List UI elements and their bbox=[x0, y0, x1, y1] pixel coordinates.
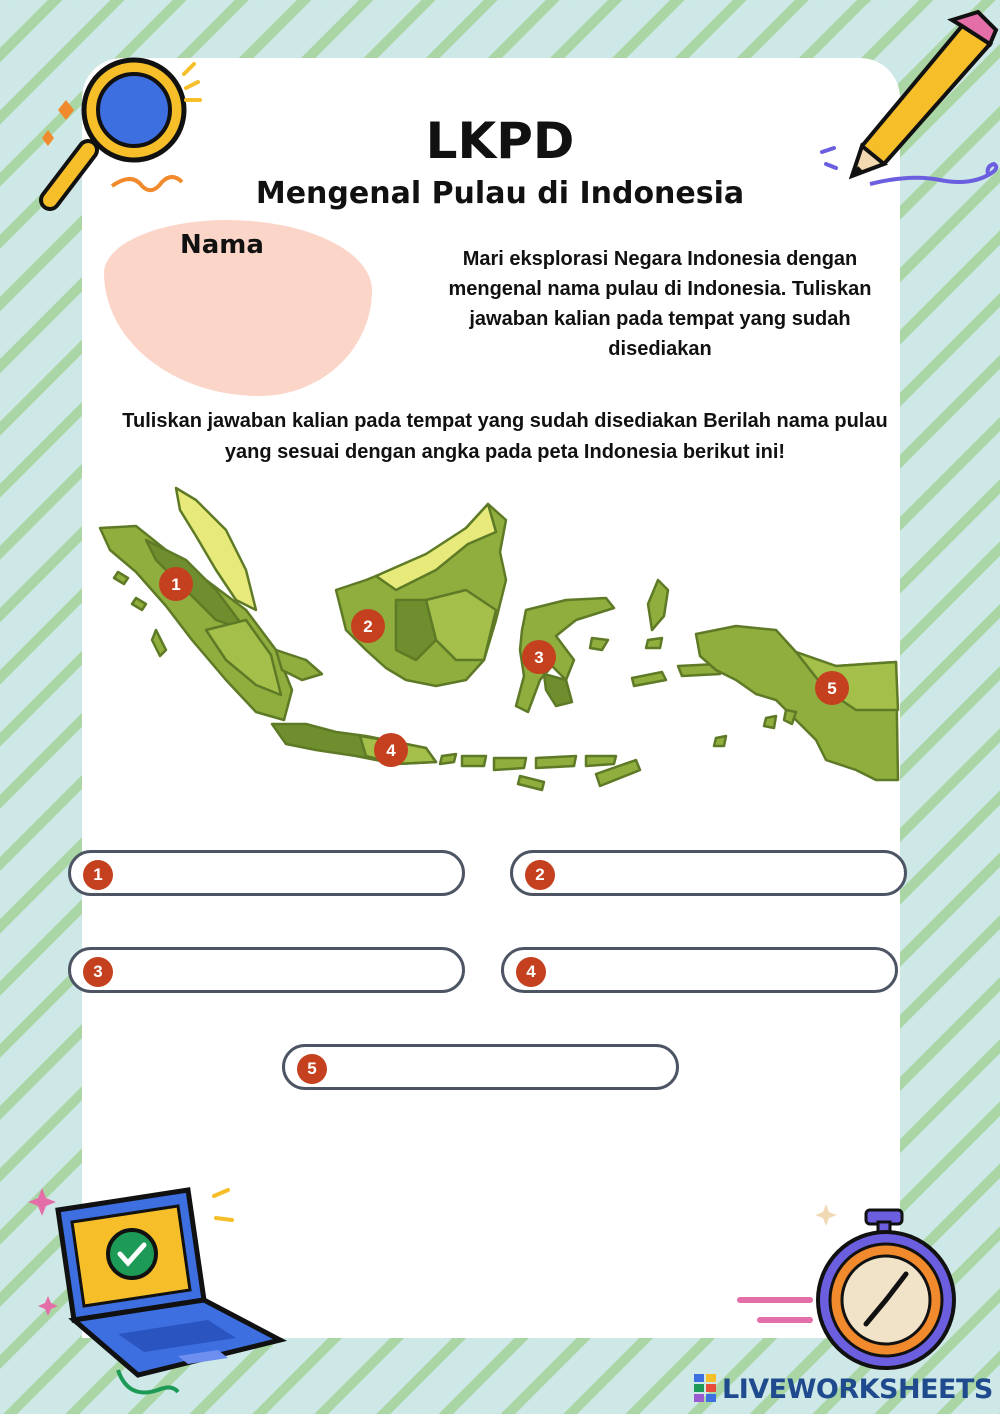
map-marker-label: 3 bbox=[534, 648, 544, 667]
instruction-text: Tuliskan jawaban kalian pada tempat yang sudah disediakan Berilah nama pulau yang sesuai dengan angka pada peta Indonesia berikut ini! bbox=[122, 410, 888, 463]
answer-number-badge: 4 bbox=[516, 957, 546, 987]
answer-input-4[interactable] bbox=[558, 956, 877, 988]
map-marker-3 bbox=[522, 640, 556, 674]
map-marker-5 bbox=[815, 671, 849, 705]
answer-number-badge: 1 bbox=[83, 860, 113, 890]
map-marker-4 bbox=[374, 733, 408, 767]
stopwatch-icon bbox=[730, 1196, 970, 1376]
map-marker-1 bbox=[159, 567, 193, 601]
island-maluku bbox=[648, 580, 668, 630]
map-marker-label: 4 bbox=[386, 741, 396, 760]
answer-field-4[interactable] bbox=[501, 947, 898, 993]
answer-number-badge: 3 bbox=[83, 957, 113, 987]
answer-field-2[interactable] bbox=[510, 850, 907, 896]
map-marker-label: 5 bbox=[827, 679, 837, 698]
page-subtitle: Mengenal Pulau di Indonesia bbox=[255, 176, 745, 211]
answer-number-badge: 2 bbox=[525, 860, 555, 890]
liveworksheets-logo-icon bbox=[694, 1374, 718, 1404]
answer-input-1[interactable] bbox=[125, 859, 444, 891]
answer-field-5[interactable] bbox=[282, 1044, 679, 1090]
laptop-icon bbox=[18, 1170, 298, 1410]
answer-number-badge: 5 bbox=[297, 1054, 327, 1084]
intro-text: Mari eksplorasi Negara Indonesia dengan mengenal nama pulau di Indonesia. Tuliskan jawaban kalian pada tempat yang sudah disediakan bbox=[448, 248, 872, 360]
answer-input-3[interactable] bbox=[125, 956, 444, 988]
island-sumatra bbox=[100, 526, 292, 720]
page-title: LKPD bbox=[425, 112, 575, 170]
map-marker-label: 2 bbox=[363, 617, 373, 636]
indonesia-map bbox=[96, 480, 904, 810]
map-marker-label: 1 bbox=[171, 575, 181, 594]
liveworksheets-logo[interactable] bbox=[694, 1372, 993, 1406]
answer-field-1[interactable] bbox=[68, 850, 465, 896]
answer-field-3[interactable] bbox=[68, 947, 465, 993]
answer-input-5[interactable] bbox=[339, 1053, 658, 1085]
brand-name: LIVEWORKSHEETS bbox=[722, 1373, 993, 1405]
name-label: Nama bbox=[180, 230, 264, 260]
map-marker-2 bbox=[351, 609, 385, 643]
answer-input-2[interactable] bbox=[567, 859, 886, 891]
